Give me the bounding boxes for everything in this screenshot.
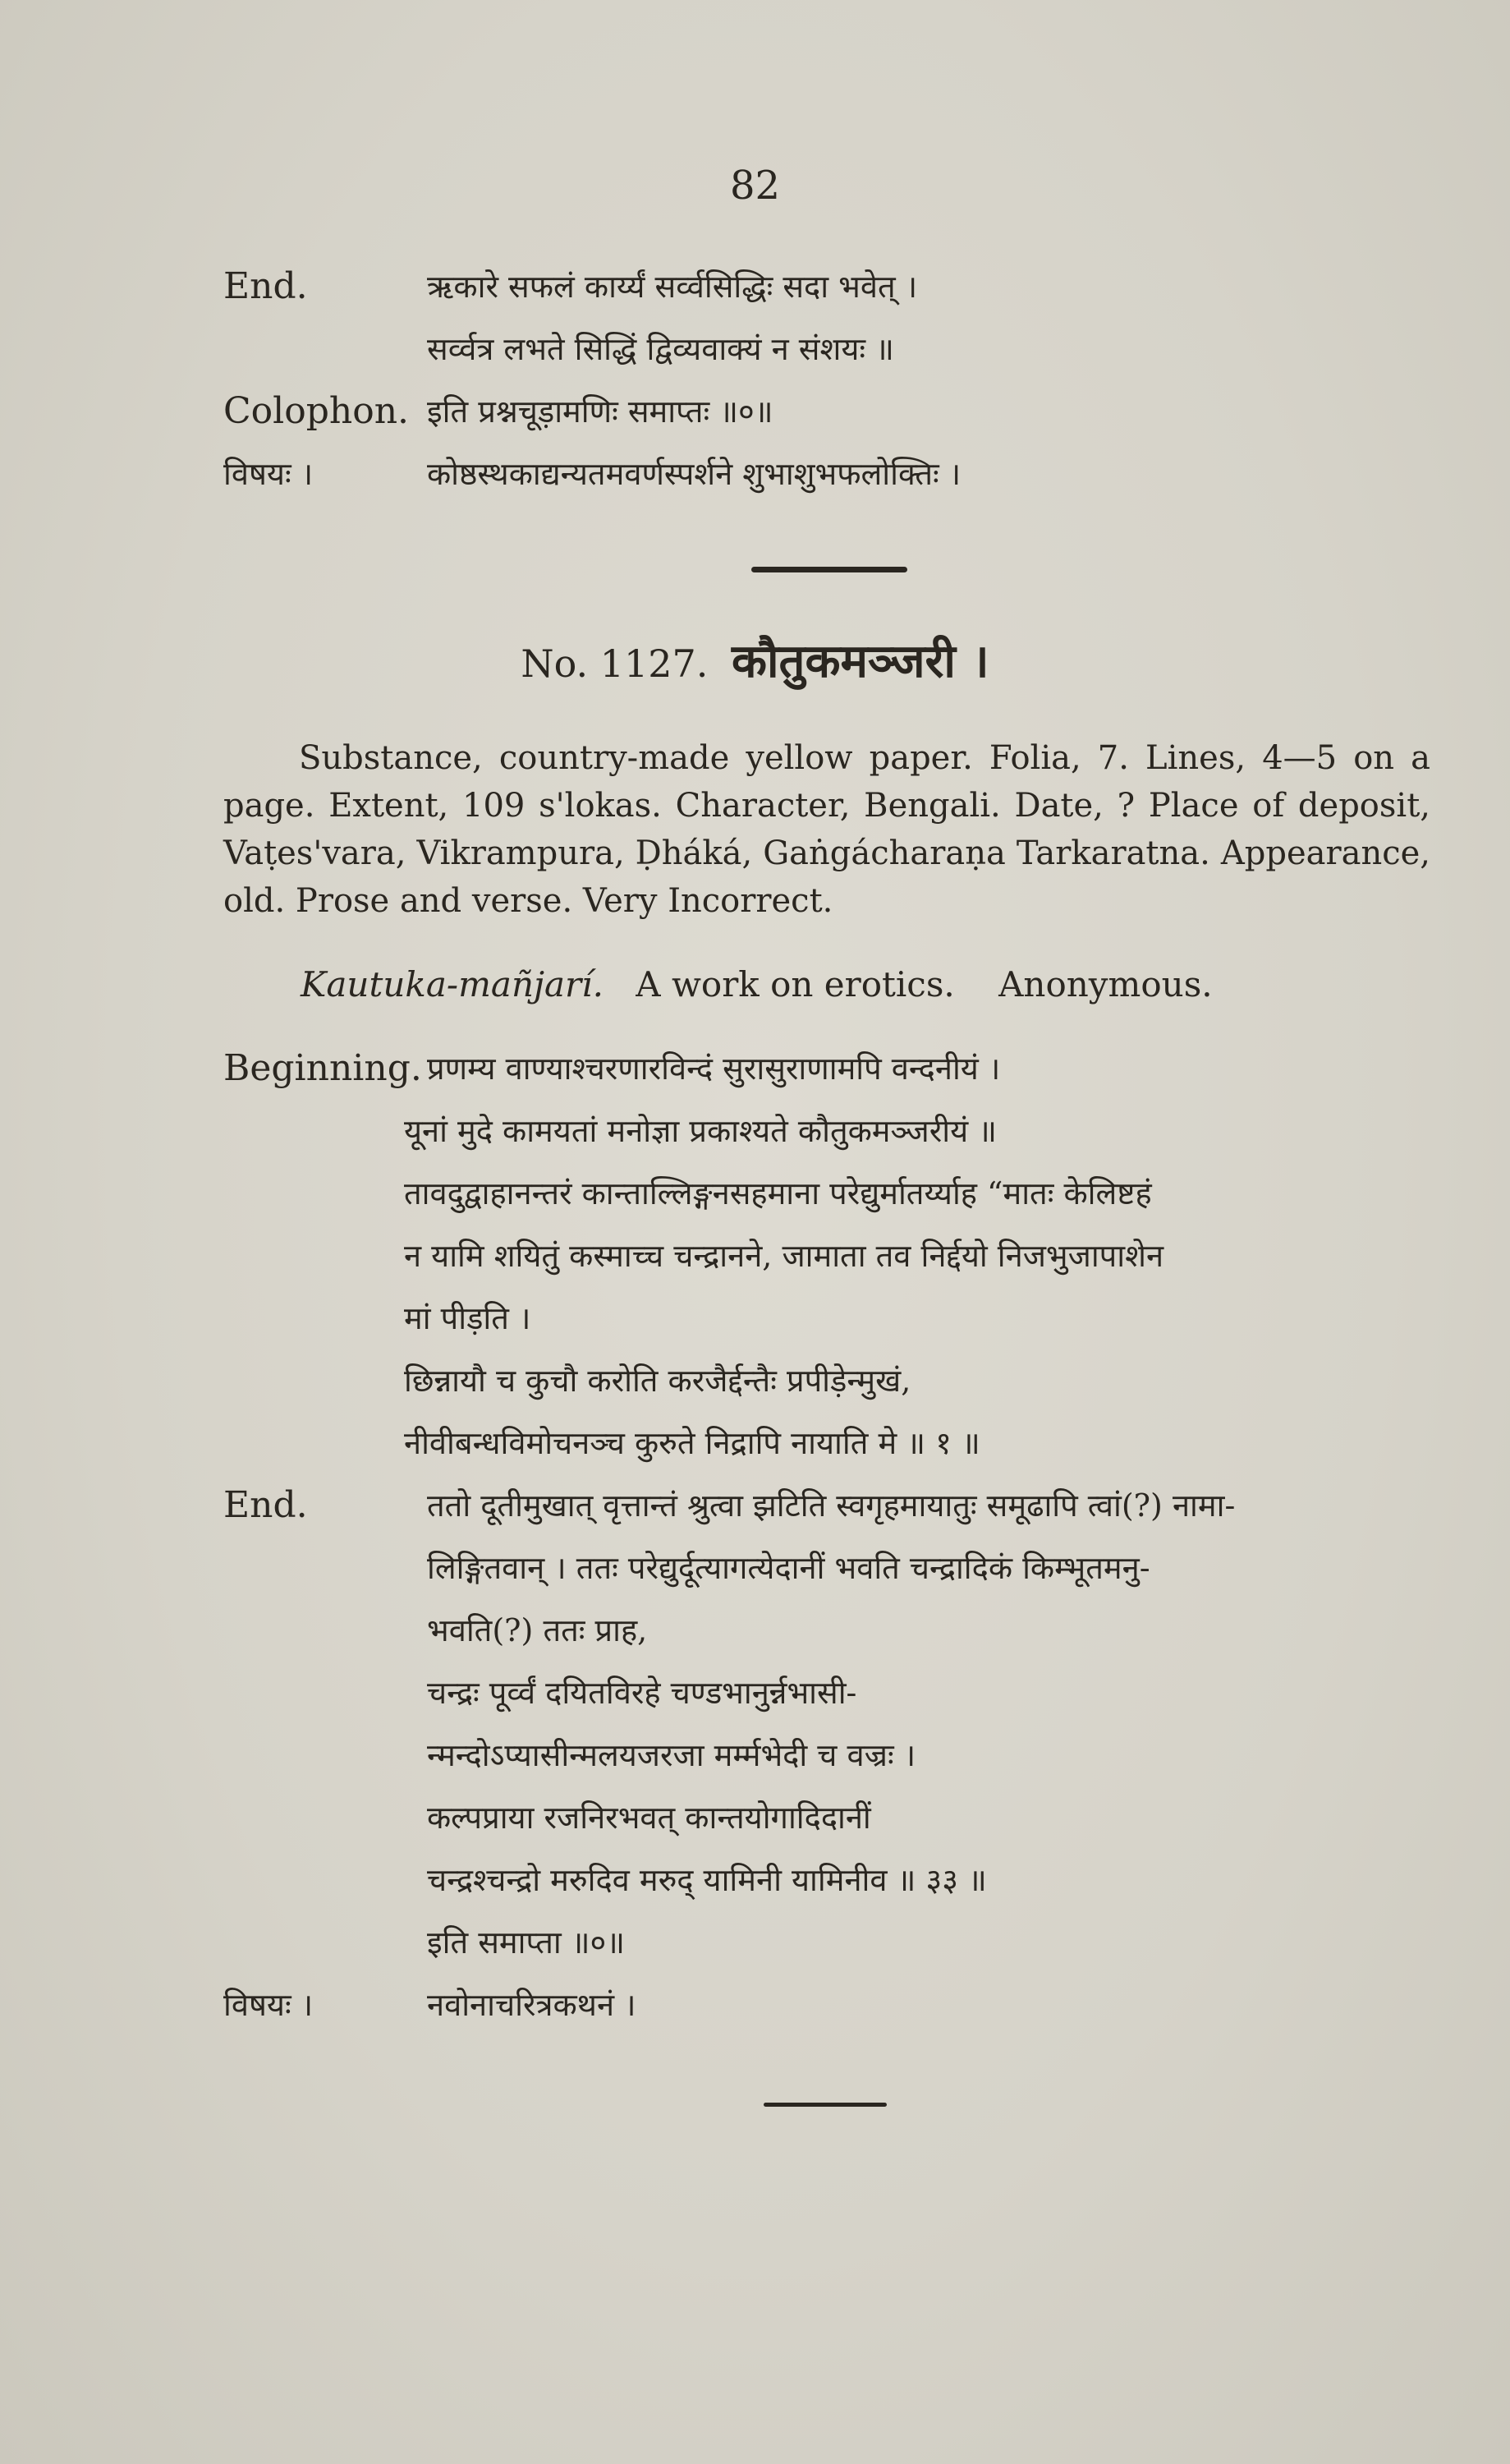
colophon-text: इति प्रश्नचूड़ामणिः समाप्तः ॥०॥ — [427, 393, 773, 430]
beginning-line-4: न यामि शयितुं कस्माच्च चन्द्रानने, जामाता तव निर्द्दयो निजभुजापाशेन — [404, 1238, 1164, 1274]
entry-end-line-2: लिङ्गितवान् । ततः परेद्युर्दूत्यागत्येदानीं भवति चन्द्रादिकं किम्भूतमनु- — [427, 1550, 1150, 1586]
entry-heading — [0, 632, 1510, 692]
entry-end-line-6: कल्पप्राया रजनिरभवत् कान्तयोगादिदानीं — [427, 1800, 871, 1836]
beginning-line-6: छिन्नायौ च कुचौ करोति करजैर्द्दन्तैः प्रपीड़ेन्मुखं, — [404, 1363, 911, 1399]
subject-text: कोष्ठस्थकाद्यन्यतमवर्णस्पर्शने शुभाशुभफलोक्तिः । — [427, 456, 962, 492]
beginning-line-7: नीवीबन्धविमोचनञ्च कुरुते निद्रापि नायाति मे ॥ १ ॥ — [404, 1425, 980, 1461]
entry-title: कौतुकमञ्जरी । — [732, 634, 989, 688]
work-title: Kautuka-mañjarí. — [301, 964, 604, 1004]
end-label: End. — [223, 265, 308, 307]
entry-subject-text: नवोनाचरित्रकथनं । — [427, 1987, 636, 2023]
beginning-line-3: तावदुद्वाहानन्तरं कान्ताल्लिङ्गनसहमाना परेद्युर्मातर्य्याह “मातः केलिष्टहं — [404, 1175, 1152, 1211]
entry-description: Substance, country-made yellow paper. Folia, 7. Lines, 4—5 on a page. Extent, 109 s'lokas. Character, Bengali. Date, ? Place of deposit, Vaṭes'vara, Vikrampura, Ḍháká, Gaṅgácharaṇa Tarkaratna. Appearance, old. Prose and verse. Very Incorrect. — [223, 739, 1430, 920]
entry-end-line-8: इति समाप्ता ॥०॥ — [427, 1924, 626, 1961]
section-divider — [751, 567, 907, 572]
entry-end-line-4: चन्द्रः पूर्व्वं दयितविरहे चण्डभानुर्न्नभासी- — [427, 1675, 857, 1711]
entry-end-line-3: भवति(?) ततः प्राह, — [427, 1612, 648, 1648]
work-author: Anonymous. — [998, 964, 1213, 1004]
colophon-label: Colophon. — [223, 390, 410, 432]
beginning-line-5: मां पीड़ति । — [404, 1300, 531, 1336]
work-summary — [301, 961, 1213, 1009]
work-desc: A work on erotics. — [636, 964, 955, 1004]
entry-end-line-5: न्मन्दोऽप्यासीन्मलयजरजा मर्म्मभेदी च वज्रः । — [427, 1737, 916, 1773]
beginning-line-2: यूनां मुदे कामयतां मनोज्ञा प्रकाश्यते कौतुकमञ्जरीयं ॥ — [404, 1113, 997, 1149]
closing-divider — [764, 2103, 887, 2107]
subject-label: विषयः । — [223, 456, 314, 492]
entry-end-line-1: ततो दूतीमुखात् वृत्तान्तं श्रुत्वा झटिति स्वगृहमायातुः समूढापि त्वां(?) नामा- — [427, 1487, 1236, 1524]
entry-number: No. 1127. — [521, 641, 709, 686]
end-line-1: ऋकारे सफलं कार्य्यं सर्व्वसिद्धिः सदा भवेत् । — [427, 269, 918, 305]
beginning-label: Beginning. — [223, 1047, 422, 1089]
entry-subject-label: विषयः । — [223, 1987, 314, 2023]
page-number: 82 — [729, 163, 781, 209]
end-line-2: सर्व्वत्र लभते सिद्धिं द्विव्यवाक्यं न संशयः ॥ — [427, 331, 894, 367]
beginning-line-1: प्रणम्य वाण्याश्चरणारविन्दं सुरासुराणामपि वन्दनीयं । — [427, 1050, 1001, 1087]
entry-end-label: End. — [223, 1484, 308, 1526]
entry-end-line-7: चन्द्रश्चन्द्रो मरुदिव मरुद् यामिनी यामिनीव ॥ ३३ ॥ — [427, 1862, 987, 1898]
